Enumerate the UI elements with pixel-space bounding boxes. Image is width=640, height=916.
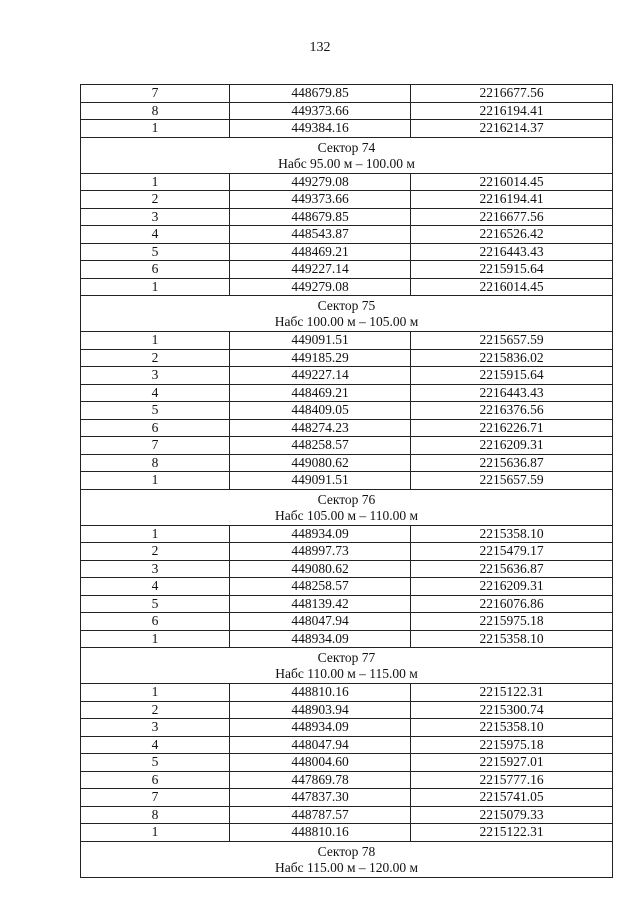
sector-title: Сектор 75 xyxy=(317,298,376,313)
table-row xyxy=(81,630,613,648)
table-row xyxy=(81,349,613,367)
point-number: 7 xyxy=(81,437,230,455)
sector-header xyxy=(81,137,613,173)
y-coordinate: 2215836.02 xyxy=(411,349,613,367)
table-row xyxy=(81,824,613,842)
x-coordinate: 449227.14 xyxy=(230,261,411,279)
sector-header-row xyxy=(81,489,613,525)
x-coordinate: 448258.57 xyxy=(230,437,411,455)
y-coordinate: 2216443.43 xyxy=(411,384,613,402)
y-coordinate: 2216194.41 xyxy=(411,191,613,209)
table-row xyxy=(81,789,613,807)
y-coordinate: 2216014.45 xyxy=(411,278,613,296)
y-coordinate: 2216076.86 xyxy=(411,595,613,613)
x-coordinate: 449279.08 xyxy=(230,278,411,296)
table-row xyxy=(81,806,613,824)
point-number: 2 xyxy=(81,349,230,367)
x-coordinate: 449373.66 xyxy=(230,191,411,209)
table-row xyxy=(81,684,613,702)
table-row xyxy=(81,560,613,578)
y-coordinate: 2215358.10 xyxy=(411,525,613,543)
table-row xyxy=(81,367,613,385)
sector-header-row xyxy=(81,648,613,684)
point-number: 3 xyxy=(81,367,230,385)
coordinates-table xyxy=(80,84,613,878)
x-coordinate: 447869.78 xyxy=(230,771,411,789)
x-coordinate: 448469.21 xyxy=(230,384,411,402)
point-number: 5 xyxy=(81,595,230,613)
point-number: 4 xyxy=(81,226,230,244)
point-number: 8 xyxy=(81,454,230,472)
sector-header-row xyxy=(81,137,613,173)
x-coordinate: 448997.73 xyxy=(230,543,411,561)
sector-height-range: Набс 105.00 м – 110.00 м xyxy=(274,507,419,523)
y-coordinate: 2215657.59 xyxy=(411,472,613,490)
sector-height-range: Набс 115.00 м – 120.00 м xyxy=(274,859,419,875)
x-coordinate: 449384.16 xyxy=(230,120,411,138)
point-number: 2 xyxy=(81,701,230,719)
table-row xyxy=(81,701,613,719)
sector-header xyxy=(81,841,613,877)
table-row xyxy=(81,525,613,543)
point-number: 1 xyxy=(81,173,230,191)
x-coordinate: 449080.62 xyxy=(230,454,411,472)
x-coordinate: 449080.62 xyxy=(230,560,411,578)
x-coordinate: 448409.05 xyxy=(230,402,411,420)
table-row xyxy=(81,543,613,561)
table-row xyxy=(81,243,613,261)
y-coordinate: 2215741.05 xyxy=(411,789,613,807)
point-number: 1 xyxy=(81,525,230,543)
table-row xyxy=(81,419,613,437)
y-coordinate: 2215079.33 xyxy=(411,806,613,824)
x-coordinate: 448810.16 xyxy=(230,684,411,702)
table-row xyxy=(81,278,613,296)
y-coordinate: 2215358.10 xyxy=(411,630,613,648)
x-coordinate: 449091.51 xyxy=(230,472,411,490)
y-coordinate: 2216443.43 xyxy=(411,243,613,261)
sector-title: Сектор 74 xyxy=(317,139,376,155)
point-number: 4 xyxy=(81,578,230,596)
x-coordinate: 448258.57 xyxy=(230,578,411,596)
table-row xyxy=(81,191,613,209)
point-number: 7 xyxy=(81,789,230,807)
point-number: 5 xyxy=(81,402,230,420)
y-coordinate: 2216214.37 xyxy=(411,120,613,138)
table-row xyxy=(81,102,613,120)
y-coordinate: 2216677.56 xyxy=(411,85,613,103)
point-number: 1 xyxy=(81,824,230,842)
x-coordinate: 449091.51 xyxy=(230,332,411,350)
y-coordinate: 2216376.56 xyxy=(411,402,613,420)
point-number: 5 xyxy=(81,243,230,261)
x-coordinate: 448139.42 xyxy=(230,595,411,613)
sector-header-row xyxy=(81,296,613,332)
sector-height-range: Набс 95.00 м – 100.00 м xyxy=(278,155,415,171)
table-row xyxy=(81,402,613,420)
sector-title: Сектор 78 xyxy=(317,843,376,859)
point-number: 1 xyxy=(81,472,230,490)
x-coordinate: 449185.29 xyxy=(230,349,411,367)
point-number: 8 xyxy=(81,806,230,824)
x-coordinate: 449279.08 xyxy=(230,173,411,191)
y-coordinate: 2215122.31 xyxy=(411,824,613,842)
x-coordinate: 448903.94 xyxy=(230,701,411,719)
point-number: 1 xyxy=(81,630,230,648)
table-row xyxy=(81,85,613,103)
point-number: 1 xyxy=(81,120,230,138)
x-coordinate: 448004.60 xyxy=(230,754,411,772)
y-coordinate: 2215479.17 xyxy=(411,543,613,561)
y-coordinate: 2215636.87 xyxy=(411,454,613,472)
table-row xyxy=(81,595,613,613)
sector-title: Сектор 77 xyxy=(317,650,376,665)
point-number: 3 xyxy=(81,719,230,737)
sector-height-range: Набс 100.00 м – 105.00 м xyxy=(274,314,419,329)
y-coordinate: 2215915.64 xyxy=(411,367,613,385)
point-number: 7 xyxy=(81,85,230,103)
x-coordinate: 448787.57 xyxy=(230,806,411,824)
table-row xyxy=(81,719,613,737)
y-coordinate: 2215777.16 xyxy=(411,771,613,789)
x-coordinate: 448469.21 xyxy=(230,243,411,261)
x-coordinate: 448679.85 xyxy=(230,208,411,226)
point-number: 3 xyxy=(81,208,230,226)
sector-header xyxy=(81,648,613,684)
table-row xyxy=(81,384,613,402)
sector-header-row xyxy=(81,841,613,877)
table-row xyxy=(81,332,613,350)
y-coordinate: 2215657.59 xyxy=(411,332,613,350)
x-coordinate: 448047.94 xyxy=(230,736,411,754)
point-number: 6 xyxy=(81,613,230,631)
table-row xyxy=(81,208,613,226)
y-coordinate: 2216209.31 xyxy=(411,437,613,455)
point-number: 2 xyxy=(81,543,230,561)
y-coordinate: 2215358.10 xyxy=(411,719,613,737)
table-row xyxy=(81,120,613,138)
point-number: 6 xyxy=(81,771,230,789)
point-number: 2 xyxy=(81,191,230,209)
x-coordinate: 448047.94 xyxy=(230,613,411,631)
sector-height-range: Набс 110.00 м – 115.00 м xyxy=(275,666,418,681)
sector-title: Сектор 76 xyxy=(317,491,376,507)
x-coordinate: 449373.66 xyxy=(230,102,411,120)
table-row xyxy=(81,472,613,490)
y-coordinate: 2216194.41 xyxy=(411,102,613,120)
table-row xyxy=(81,578,613,596)
y-coordinate: 2215300.74 xyxy=(411,701,613,719)
point-number: 8 xyxy=(81,102,230,120)
x-coordinate: 448810.16 xyxy=(230,824,411,842)
point-number: 6 xyxy=(81,419,230,437)
point-number: 4 xyxy=(81,384,230,402)
table-row xyxy=(81,454,613,472)
coordinates-table-body xyxy=(81,85,613,878)
point-number: 5 xyxy=(81,754,230,772)
x-coordinate: 447837.30 xyxy=(230,789,411,807)
y-coordinate: 2215927.01 xyxy=(411,754,613,772)
point-number: 3 xyxy=(81,560,230,578)
table-row xyxy=(81,173,613,191)
y-coordinate: 2216526.42 xyxy=(411,226,613,244)
table-row xyxy=(81,771,613,789)
table-row xyxy=(81,261,613,279)
x-coordinate: 448543.87 xyxy=(230,226,411,244)
y-coordinate: 2216014.45 xyxy=(411,173,613,191)
table-row xyxy=(81,754,613,772)
point-number: 1 xyxy=(81,684,230,702)
sector-header xyxy=(81,489,613,525)
table-row xyxy=(81,226,613,244)
y-coordinate: 2216209.31 xyxy=(411,578,613,596)
y-coordinate: 2216226.71 xyxy=(411,419,613,437)
page-number: 132 xyxy=(309,40,331,55)
point-number: 1 xyxy=(81,332,230,350)
y-coordinate: 2215915.64 xyxy=(411,261,613,279)
y-coordinate: 2215975.18 xyxy=(411,736,613,754)
y-coordinate: 2216677.56 xyxy=(411,208,613,226)
x-coordinate: 448934.09 xyxy=(230,719,411,737)
y-coordinate: 2215122.31 xyxy=(411,684,613,702)
x-coordinate: 448679.85 xyxy=(230,85,411,103)
table-row xyxy=(81,736,613,754)
sector-header xyxy=(81,296,613,332)
x-coordinate: 449227.14 xyxy=(230,367,411,385)
x-coordinate: 448274.23 xyxy=(230,419,411,437)
y-coordinate: 2215975.18 xyxy=(411,613,613,631)
x-coordinate: 448934.09 xyxy=(230,630,411,648)
table-row xyxy=(81,613,613,631)
table-row xyxy=(81,437,613,455)
point-number: 4 xyxy=(81,736,230,754)
y-coordinate: 2215636.87 xyxy=(411,560,613,578)
point-number: 6 xyxy=(81,261,230,279)
x-coordinate: 448934.09 xyxy=(230,525,411,543)
point-number: 1 xyxy=(81,278,230,296)
